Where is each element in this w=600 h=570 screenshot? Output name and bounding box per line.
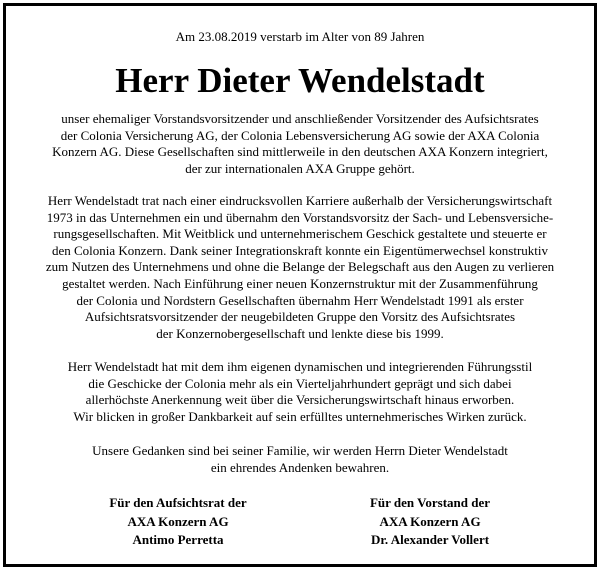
text-line: gestaltet werden. Nach Einführung einer neuen Konzernstruktur mit der Zusammenführung [62,275,538,291]
signature-line: Für den Vorstand der [369,495,491,510]
deceased-name: Herr Dieter Wendelstadt [115,61,485,100]
text-line: Aufsichtsratsvorsitzender der neugebildeten Gruppe den Vorsitz des Aufsichtsrates [84,309,516,325]
text-line: der zur internationalen AXA Gruppe gehört. [185,160,415,176]
signature-executive-board [310,494,550,550]
signature-line: Für den Aufsichtsrat der [109,495,247,510]
signature-line: Dr. Alexander Vollert [370,532,490,547]
text-line: Konzern AG. Diese Gesellschaften sind mittlerweile in den deutschen AXA Konzern integriert, [52,144,548,160]
signature-line: Antimo Perretta [132,532,224,547]
signature-line: AXA Konzern AG [379,513,481,529]
text-line: Herr Wendelstadt trat nach einer eindrucksvollen Karriere außerhalb der Versicherungswirtschaft [47,193,553,208]
text-line: der Colonia Versicherung AG, der Colonia Lebensversicherung AG sowie der AXA Colonia [60,127,540,143]
signature-supervisory-board [58,494,298,550]
paragraph-condolence [0,443,600,476]
notice-intro: Am 23.08.2019 verstarb im Alter von 89 Jahren [175,29,425,44]
text-line: der Colonia und Nordstern Gesellschaften übernahm Herr Wendelstadt 1991 als erster [76,292,524,308]
text-line: ein ehrendes Andenken bewahren. [210,459,390,475]
text-line: Herr Wendelstadt hat mit dem ihm eigenen dynamischen und integrierenden Führungsstil [67,359,533,374]
paragraph-legacy [0,359,600,425]
text-line: unser ehemaliger Vorstandsvorsitzender und anschließender Vorsitzender des Aufsichtsrates [61,111,539,126]
text-line: den Colonia Konzern. Dank seiner Integrationskraft konnte ein Eigentümerwechsel konstruktiv [51,242,549,258]
text-line: zum Nutzen des Unternehmens und ohne die Belange der Belegschaft aus den Augen zu verlieren [45,259,555,275]
text-line: der Konzernobergesellschaft und lenkte diese bis 1999. [156,325,444,341]
text-line: rungsgesellschaften. Mit Weitblick und unternehmerischem Geschick gestaltete und steuerte er [53,226,547,242]
signature-line: AXA Konzern AG [127,513,229,529]
text-line: die Geschicke der Colonia mehr als ein Vierteljahrhundert geprägt und sich dabei [88,375,512,391]
text-line: allerhöchste Anerkennung weit über die Versicherungswirtschaft hinaus erworben. [85,392,515,408]
paragraph-tribute [0,111,600,177]
text-line: 1973 in das Unternehmen ein und übernahm den Vorstandsvorsitz der Sach- und Lebensversiche- [46,209,554,225]
text-line: Unsere Gedanken sind bei seiner Familie, wir werden Herrn Dieter Wendelstadt [92,443,508,458]
text-line: Wir blicken in großer Dankbarkeit auf sein erfülltes unternehmerisches Wirken zurück. [73,408,527,424]
paragraph-career [0,193,600,342]
